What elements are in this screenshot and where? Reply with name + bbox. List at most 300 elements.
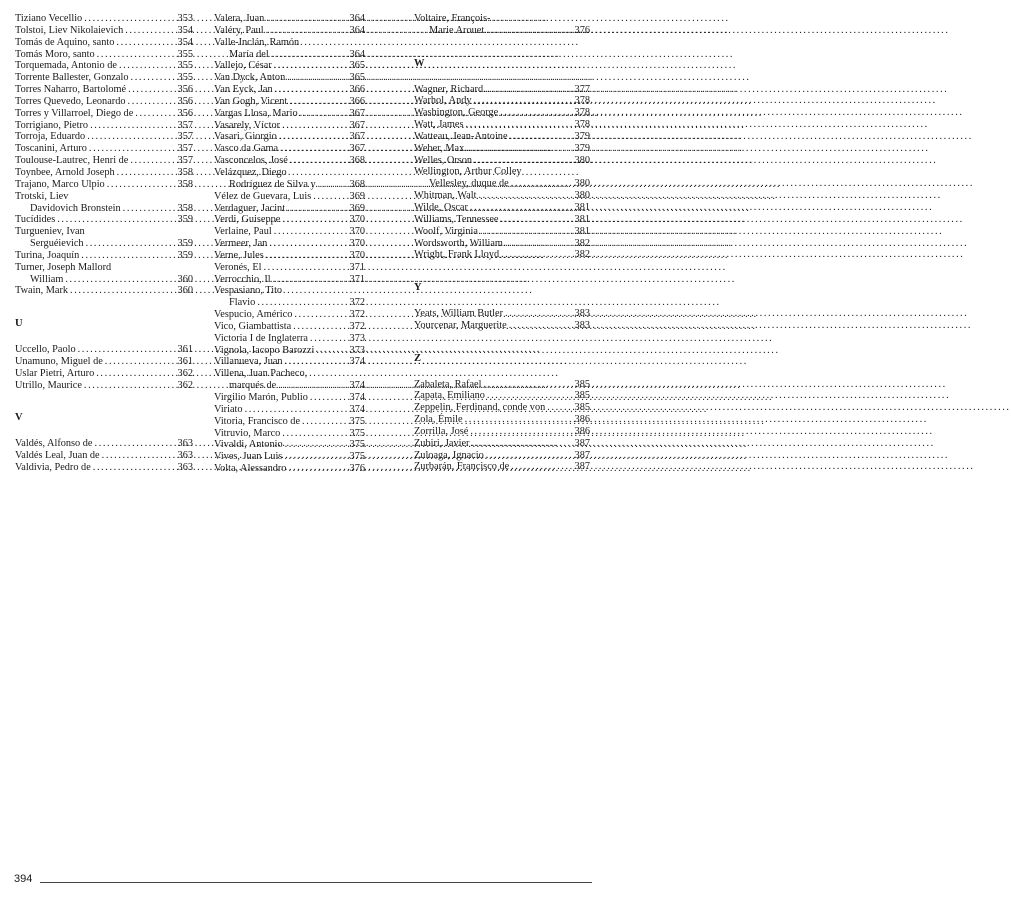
entry-page: 368 bbox=[349, 155, 365, 167]
entry-page: 370 bbox=[349, 238, 365, 250]
index-entry bbox=[15, 462, 193, 474]
index-entry-line bbox=[214, 13, 365, 25]
entry-page: 378 bbox=[574, 119, 590, 131]
index-entry-line bbox=[414, 107, 590, 119]
index-entry bbox=[15, 250, 193, 262]
index-entry bbox=[15, 179, 193, 191]
index-entry bbox=[15, 60, 193, 72]
dot-leader bbox=[285, 203, 346, 215]
index-entry-line bbox=[214, 309, 365, 321]
entry-name: Toscanini, Arturo bbox=[15, 143, 87, 155]
index-entry-line bbox=[214, 167, 365, 179]
index-entry-line bbox=[214, 380, 365, 392]
entry-page: 356 bbox=[177, 84, 193, 96]
entry-page: 370 bbox=[349, 214, 365, 226]
entry-name: Vignola, Iacopo Barozzi bbox=[214, 344, 315, 356]
index-entry bbox=[214, 262, 365, 274]
index-entry bbox=[214, 463, 365, 475]
index-entry-line bbox=[214, 416, 365, 428]
index-entry bbox=[15, 143, 193, 155]
index-entry-line bbox=[214, 368, 365, 380]
entry-page: 387 bbox=[574, 437, 590, 449]
index-entry-line bbox=[414, 320, 590, 332]
index-entry bbox=[214, 13, 365, 25]
dot-leader bbox=[114, 37, 174, 49]
index-entry bbox=[214, 250, 365, 262]
entry-page: 361 bbox=[177, 355, 193, 367]
dot-leader bbox=[100, 450, 175, 462]
index-entry-line bbox=[15, 191, 193, 203]
dot-leader bbox=[264, 13, 346, 25]
dot-leader bbox=[298, 108, 347, 120]
index-entry bbox=[414, 461, 590, 473]
index-entry bbox=[214, 428, 365, 440]
index-entry-line bbox=[414, 84, 590, 96]
entry-name: Valdés, Alfonso de bbox=[15, 438, 93, 450]
index-entry bbox=[15, 438, 193, 450]
entry-name: Velázquez, Diego bbox=[214, 166, 287, 178]
entry-name: Valdivia, Pedro de bbox=[15, 462, 91, 473]
entry-name: Vives, Juan Luis bbox=[214, 451, 283, 463]
entry-page: 375 bbox=[349, 427, 365, 439]
dot-leader bbox=[476, 190, 571, 202]
index-entry-line bbox=[214, 191, 365, 203]
entry-name: Utrillo, Maurice bbox=[15, 379, 82, 391]
index-entry-line bbox=[214, 238, 365, 250]
index-entry-line bbox=[214, 297, 365, 309]
entry-name: Tolstoi, Liev Nikolaievich bbox=[15, 24, 124, 36]
index-entry-line bbox=[414, 379, 590, 391]
dot-leader bbox=[277, 131, 347, 143]
dot-leader bbox=[243, 404, 347, 416]
entry-page: 381 bbox=[574, 225, 590, 237]
index-entry bbox=[15, 13, 193, 25]
dot-leader bbox=[484, 450, 572, 462]
dot-leader bbox=[82, 380, 175, 392]
index-entry-line bbox=[214, 392, 365, 404]
entry-name: Verdi, Guiseppe bbox=[214, 214, 281, 226]
dot-leader bbox=[464, 143, 571, 155]
entry-name: Torrigiano, Pietro bbox=[15, 119, 89, 131]
entry-name: Uslar Pietri, Arturo bbox=[15, 367, 95, 379]
dot-leader bbox=[472, 95, 572, 107]
index-entry-line bbox=[414, 13, 590, 25]
index-entry bbox=[214, 60, 365, 72]
index-entry-line bbox=[15, 450, 193, 462]
index-entry-line bbox=[15, 344, 193, 356]
dot-leader bbox=[264, 25, 347, 37]
index-entry-line bbox=[15, 131, 193, 143]
index-entry-line bbox=[214, 404, 365, 416]
index-entry bbox=[15, 108, 193, 120]
index-entry-line bbox=[214, 155, 365, 167]
entry-name: Watteau, Jean-Antoine bbox=[414, 130, 508, 142]
dot-leader bbox=[276, 380, 346, 392]
dot-leader bbox=[55, 214, 174, 226]
entry-page: 366 bbox=[349, 95, 365, 107]
dot-leader bbox=[311, 191, 346, 203]
dot-leader bbox=[283, 439, 347, 451]
index-entry bbox=[414, 119, 590, 131]
dot-leader bbox=[126, 84, 174, 96]
entry-page: 371 bbox=[349, 273, 365, 285]
index-entry-line bbox=[214, 108, 365, 120]
entry-page: 357 bbox=[177, 131, 193, 143]
entry-name: Yeats, William Butler bbox=[414, 308, 504, 320]
index-entry-line bbox=[15, 274, 193, 286]
entry-name: Valdés Leal, Juan de bbox=[15, 450, 100, 462]
dot-leader bbox=[95, 49, 175, 61]
index-entry-line bbox=[15, 285, 193, 297]
entry-name: Wilde, Oscar bbox=[414, 201, 468, 213]
entry-name: marqués de bbox=[229, 380, 277, 392]
index-entry-line bbox=[214, 60, 365, 72]
index-entry-line bbox=[15, 250, 193, 262]
index-entry-line bbox=[414, 426, 590, 438]
index-entry bbox=[214, 72, 365, 84]
index-entry-line bbox=[414, 202, 590, 214]
entry-page: 374 bbox=[349, 380, 365, 392]
index-entry-line bbox=[214, 262, 365, 274]
entry-name: Trajano, Marco Ulpio bbox=[15, 178, 105, 190]
dot-leader bbox=[85, 131, 174, 143]
index-entry-line bbox=[214, 285, 365, 297]
entry-name: Marie Arouet bbox=[429, 24, 485, 36]
index-entry-line bbox=[214, 428, 365, 440]
entry-name: Tomás de Aquino, santo bbox=[15, 36, 115, 48]
entry-name: Woolf, Virginia bbox=[414, 225, 478, 237]
entry-page: 372 bbox=[349, 320, 365, 332]
entry-page: 372 bbox=[349, 297, 365, 309]
entry-page: 372 bbox=[349, 309, 365, 321]
entry-page: 369 bbox=[349, 190, 365, 202]
index-entry bbox=[214, 96, 365, 108]
entry-name: Torrente Ballester, Gonzalo bbox=[15, 72, 129, 84]
dot-leader bbox=[271, 274, 347, 286]
entry-name: Veronés, El bbox=[214, 261, 262, 273]
entry-name: Turina, Joaquín bbox=[15, 249, 80, 261]
index-entry bbox=[214, 274, 365, 286]
dot-leader bbox=[469, 438, 571, 450]
index-entry bbox=[414, 308, 590, 320]
index-entry-line bbox=[214, 25, 365, 37]
index-entry-line bbox=[214, 131, 365, 143]
entry-name: Vermeer, Jan bbox=[214, 238, 268, 250]
dot-leader bbox=[255, 297, 346, 309]
entry-page: 376 bbox=[349, 463, 365, 475]
entry-name: Wright, Frank Lloyd bbox=[414, 249, 500, 261]
entry-name: Vallejo, César bbox=[214, 60, 272, 72]
entry-name: Whitman, Walt bbox=[414, 190, 477, 202]
index-entry bbox=[414, 13, 590, 37]
entry-page: 361 bbox=[177, 344, 193, 356]
entry-name: Vico, Giambattista bbox=[214, 320, 292, 332]
index-entry bbox=[15, 49, 193, 61]
index-entry-line bbox=[414, 214, 590, 226]
dot-leader bbox=[84, 238, 175, 250]
entry-name: Zabaleta, Rafael bbox=[414, 378, 482, 390]
dot-leader bbox=[129, 72, 175, 84]
index-entry-line bbox=[214, 37, 365, 49]
entry-page: 367 bbox=[349, 143, 365, 155]
index-entry bbox=[15, 368, 193, 380]
index-entry bbox=[414, 402, 590, 414]
index-entry-line bbox=[15, 203, 193, 215]
index-entry-line bbox=[214, 49, 365, 61]
index-entry-line bbox=[15, 60, 193, 72]
index-entry bbox=[214, 285, 365, 309]
dot-leader bbox=[509, 178, 572, 190]
entry-name: Yourcenar, Marguerite bbox=[414, 319, 507, 331]
index-entry-line bbox=[414, 390, 590, 402]
entry-page: 380 bbox=[574, 154, 590, 166]
dot-leader bbox=[278, 143, 347, 155]
index-entry bbox=[15, 120, 193, 132]
dot-leader bbox=[481, 379, 571, 391]
dot-leader bbox=[468, 202, 572, 214]
entry-name: Watt, James bbox=[414, 119, 464, 131]
entry-name: Vargas Llosa, Mario bbox=[214, 107, 298, 119]
index-entry-line bbox=[214, 214, 365, 226]
entry-page: 373 bbox=[349, 344, 365, 356]
entry-name: Torroja, Eduardo bbox=[15, 131, 86, 143]
entry-page: 370 bbox=[349, 249, 365, 261]
dot-leader bbox=[503, 308, 572, 320]
index-entry bbox=[214, 345, 365, 357]
dot-leader bbox=[507, 320, 572, 332]
index-entry bbox=[214, 333, 365, 345]
entry-name: Serguéievich bbox=[30, 238, 84, 250]
index-entry bbox=[15, 25, 193, 37]
entry-page: 354 bbox=[177, 24, 193, 36]
index-entry bbox=[214, 309, 365, 321]
index-entry bbox=[414, 426, 590, 438]
entry-name: Vasari, Giorgio bbox=[214, 131, 277, 143]
index-entry bbox=[214, 108, 365, 120]
entry-page: 385 bbox=[574, 402, 590, 414]
dot-leader bbox=[314, 345, 346, 357]
index-entry-line bbox=[15, 49, 193, 61]
index-entry-line bbox=[214, 333, 365, 345]
entry-name: Trotski, Liev bbox=[15, 190, 69, 202]
dot-leader bbox=[300, 416, 347, 428]
entry-page: 357 bbox=[177, 155, 193, 167]
index-entry bbox=[15, 344, 193, 356]
index-entry-line bbox=[414, 178, 590, 190]
entry-name: Voltaire, François- bbox=[414, 13, 491, 24]
entry-page: 382 bbox=[574, 249, 590, 261]
entry-name: Torres Naharro, Bartolomé bbox=[15, 84, 127, 96]
entry-name: Vasarely, Víctor bbox=[214, 119, 281, 131]
index-entry bbox=[414, 390, 590, 402]
index-entry bbox=[214, 226, 365, 238]
entry-name: Vivaldi, Antonio bbox=[214, 439, 283, 451]
section-letter: Z bbox=[414, 352, 422, 364]
entry-name: William bbox=[30, 273, 64, 285]
entry-page: 362 bbox=[177, 367, 193, 379]
entry-page: 359 bbox=[177, 249, 193, 261]
entry-page: 385 bbox=[574, 390, 590, 402]
index-entry-line bbox=[214, 463, 365, 475]
dot-leader bbox=[280, 214, 346, 226]
index-entry-line bbox=[414, 461, 590, 473]
index-entry bbox=[214, 37, 365, 61]
index-entry-line bbox=[414, 226, 590, 238]
entry-name: Volta, Alessandro bbox=[214, 463, 287, 475]
entry-name: Torquemada, Antonio de bbox=[15, 60, 117, 72]
index-entry bbox=[214, 214, 365, 226]
dot-leader bbox=[68, 285, 175, 297]
entry-name: Victoria I de Inglaterra bbox=[214, 332, 309, 344]
index-entry-line bbox=[15, 167, 193, 179]
index-entry-line bbox=[15, 368, 193, 380]
index-entry bbox=[414, 320, 590, 332]
index-entry bbox=[214, 84, 365, 96]
index-entry bbox=[214, 25, 365, 37]
dot-leader bbox=[291, 321, 346, 333]
entry-name: Virgilio Marón, Publio bbox=[214, 392, 308, 403]
dot-leader bbox=[463, 414, 572, 426]
index-entry-line bbox=[214, 451, 365, 463]
entry-name: Zurbarán, Francisco de bbox=[414, 461, 510, 473]
index-entry bbox=[414, 202, 590, 214]
entry-page: 387 bbox=[574, 461, 590, 473]
index-entry bbox=[414, 143, 590, 155]
entry-page: 375 bbox=[349, 439, 365, 451]
entry-page: 364 bbox=[349, 48, 365, 60]
dot-leader bbox=[79, 250, 174, 262]
index-entry bbox=[15, 356, 193, 368]
entry-name: Tiziano Vecellio bbox=[15, 13, 83, 24]
index-entry-line bbox=[15, 226, 193, 238]
index-entry bbox=[414, 238, 590, 250]
dot-leader bbox=[287, 96, 346, 108]
dot-leader bbox=[91, 462, 175, 474]
page-number: 394 bbox=[14, 873, 33, 885]
entry-name: Villena, Juan Pacheco, bbox=[214, 368, 308, 380]
dot-leader bbox=[308, 392, 347, 404]
dot-leader bbox=[103, 356, 175, 368]
entry-page: 364 bbox=[349, 24, 365, 36]
dot-leader bbox=[472, 155, 571, 167]
entry-name: Warhol, Andy bbox=[414, 95, 472, 107]
index-entry-line bbox=[414, 190, 590, 202]
section-letter: V bbox=[15, 412, 23, 424]
entry-page: 374 bbox=[349, 392, 365, 403]
entry-name: Torres Quevedo, Leonardo bbox=[15, 95, 126, 107]
entry-page: 374 bbox=[349, 403, 365, 415]
index-entry bbox=[414, 155, 590, 167]
entry-page: 382 bbox=[574, 237, 590, 249]
entry-name: Valéry, Paul bbox=[214, 24, 264, 36]
index-entry-line bbox=[214, 84, 365, 96]
index-entry-line bbox=[15, 25, 193, 37]
entry-name: Zubiri, Javier bbox=[414, 437, 470, 449]
entry-name: Van Gogh, Vicent bbox=[214, 95, 288, 107]
entry-page: 360 bbox=[177, 285, 193, 297]
entry-page: 375 bbox=[349, 415, 365, 427]
entry-name: Wellington, Arthur Colley bbox=[414, 166, 522, 178]
entry-name: Toynbee, Arnold Joseph bbox=[15, 166, 115, 178]
index-entry bbox=[15, 285, 193, 297]
dot-leader bbox=[316, 179, 347, 191]
index-entry bbox=[214, 203, 365, 215]
entry-page: 359 bbox=[177, 214, 193, 226]
index-entry bbox=[214, 238, 365, 250]
entry-name: Villanueva, Juan bbox=[214, 356, 283, 368]
index-entry-line bbox=[15, 262, 193, 274]
dot-leader bbox=[503, 238, 572, 250]
entry-page: 354 bbox=[177, 36, 193, 48]
index-entry bbox=[214, 404, 365, 416]
index-entry bbox=[214, 143, 365, 155]
dot-leader bbox=[288, 155, 347, 167]
dot-leader bbox=[269, 49, 347, 61]
entry-name: Wagner, Richard bbox=[414, 83, 484, 95]
index-entry-line bbox=[214, 203, 365, 215]
entry-name: Vasco da Gama bbox=[214, 143, 279, 155]
index-entry bbox=[414, 214, 590, 226]
index-entry bbox=[414, 190, 590, 202]
index-entry bbox=[214, 451, 365, 463]
index-entry-line bbox=[414, 119, 590, 131]
index-entry-line bbox=[214, 439, 365, 451]
footer-rule bbox=[40, 882, 592, 883]
index-column-1 bbox=[15, 13, 193, 474]
entry-name: Zuloaga, Ignacio bbox=[414, 449, 484, 461]
entry-name: Wordsworth, William bbox=[414, 237, 503, 249]
index-entry-line bbox=[214, 226, 365, 238]
entry-page: 378 bbox=[574, 95, 590, 107]
index-entry-line bbox=[214, 274, 365, 286]
entry-name: Tomás Moro, santo bbox=[15, 48, 95, 60]
index-entry bbox=[15, 167, 193, 179]
entry-page: 373 bbox=[349, 332, 365, 344]
index-entry bbox=[15, 131, 193, 143]
section-letter: W bbox=[414, 57, 425, 69]
dot-leader bbox=[509, 461, 571, 473]
entry-page: 380 bbox=[574, 178, 590, 190]
entry-page: 355 bbox=[177, 48, 193, 60]
entry-page: 356 bbox=[177, 107, 193, 119]
entry-page: 359 bbox=[177, 238, 193, 250]
entry-page: 358 bbox=[177, 166, 193, 178]
entry-page: 367 bbox=[349, 107, 365, 119]
entry-name: Turgueniev, Ivan bbox=[15, 226, 85, 238]
index-entry-line bbox=[214, 250, 365, 262]
dot-leader bbox=[498, 107, 571, 119]
index-entry-line bbox=[15, 214, 193, 226]
dot-leader bbox=[282, 451, 346, 463]
entry-name: María del bbox=[229, 48, 269, 60]
index-entry bbox=[414, 95, 590, 107]
dot-leader bbox=[272, 226, 347, 238]
index-entry bbox=[15, 450, 193, 462]
entry-name: Rodríguez de Silva y bbox=[229, 178, 316, 190]
entry-name: Vitoria, Francisco de bbox=[214, 415, 301, 427]
entry-name: Vitruvio, Marco bbox=[214, 427, 281, 439]
entry-page: 374 bbox=[349, 356, 365, 368]
index-entry bbox=[214, 392, 365, 404]
index-entry-line bbox=[15, 179, 193, 191]
index-entry bbox=[214, 439, 365, 451]
entry-page: 356 bbox=[177, 95, 193, 107]
dot-leader bbox=[286, 463, 346, 475]
entry-name: Flavio bbox=[229, 297, 256, 309]
index-entry-line bbox=[414, 95, 590, 107]
index-entry bbox=[414, 414, 590, 426]
index-entry bbox=[414, 166, 590, 190]
